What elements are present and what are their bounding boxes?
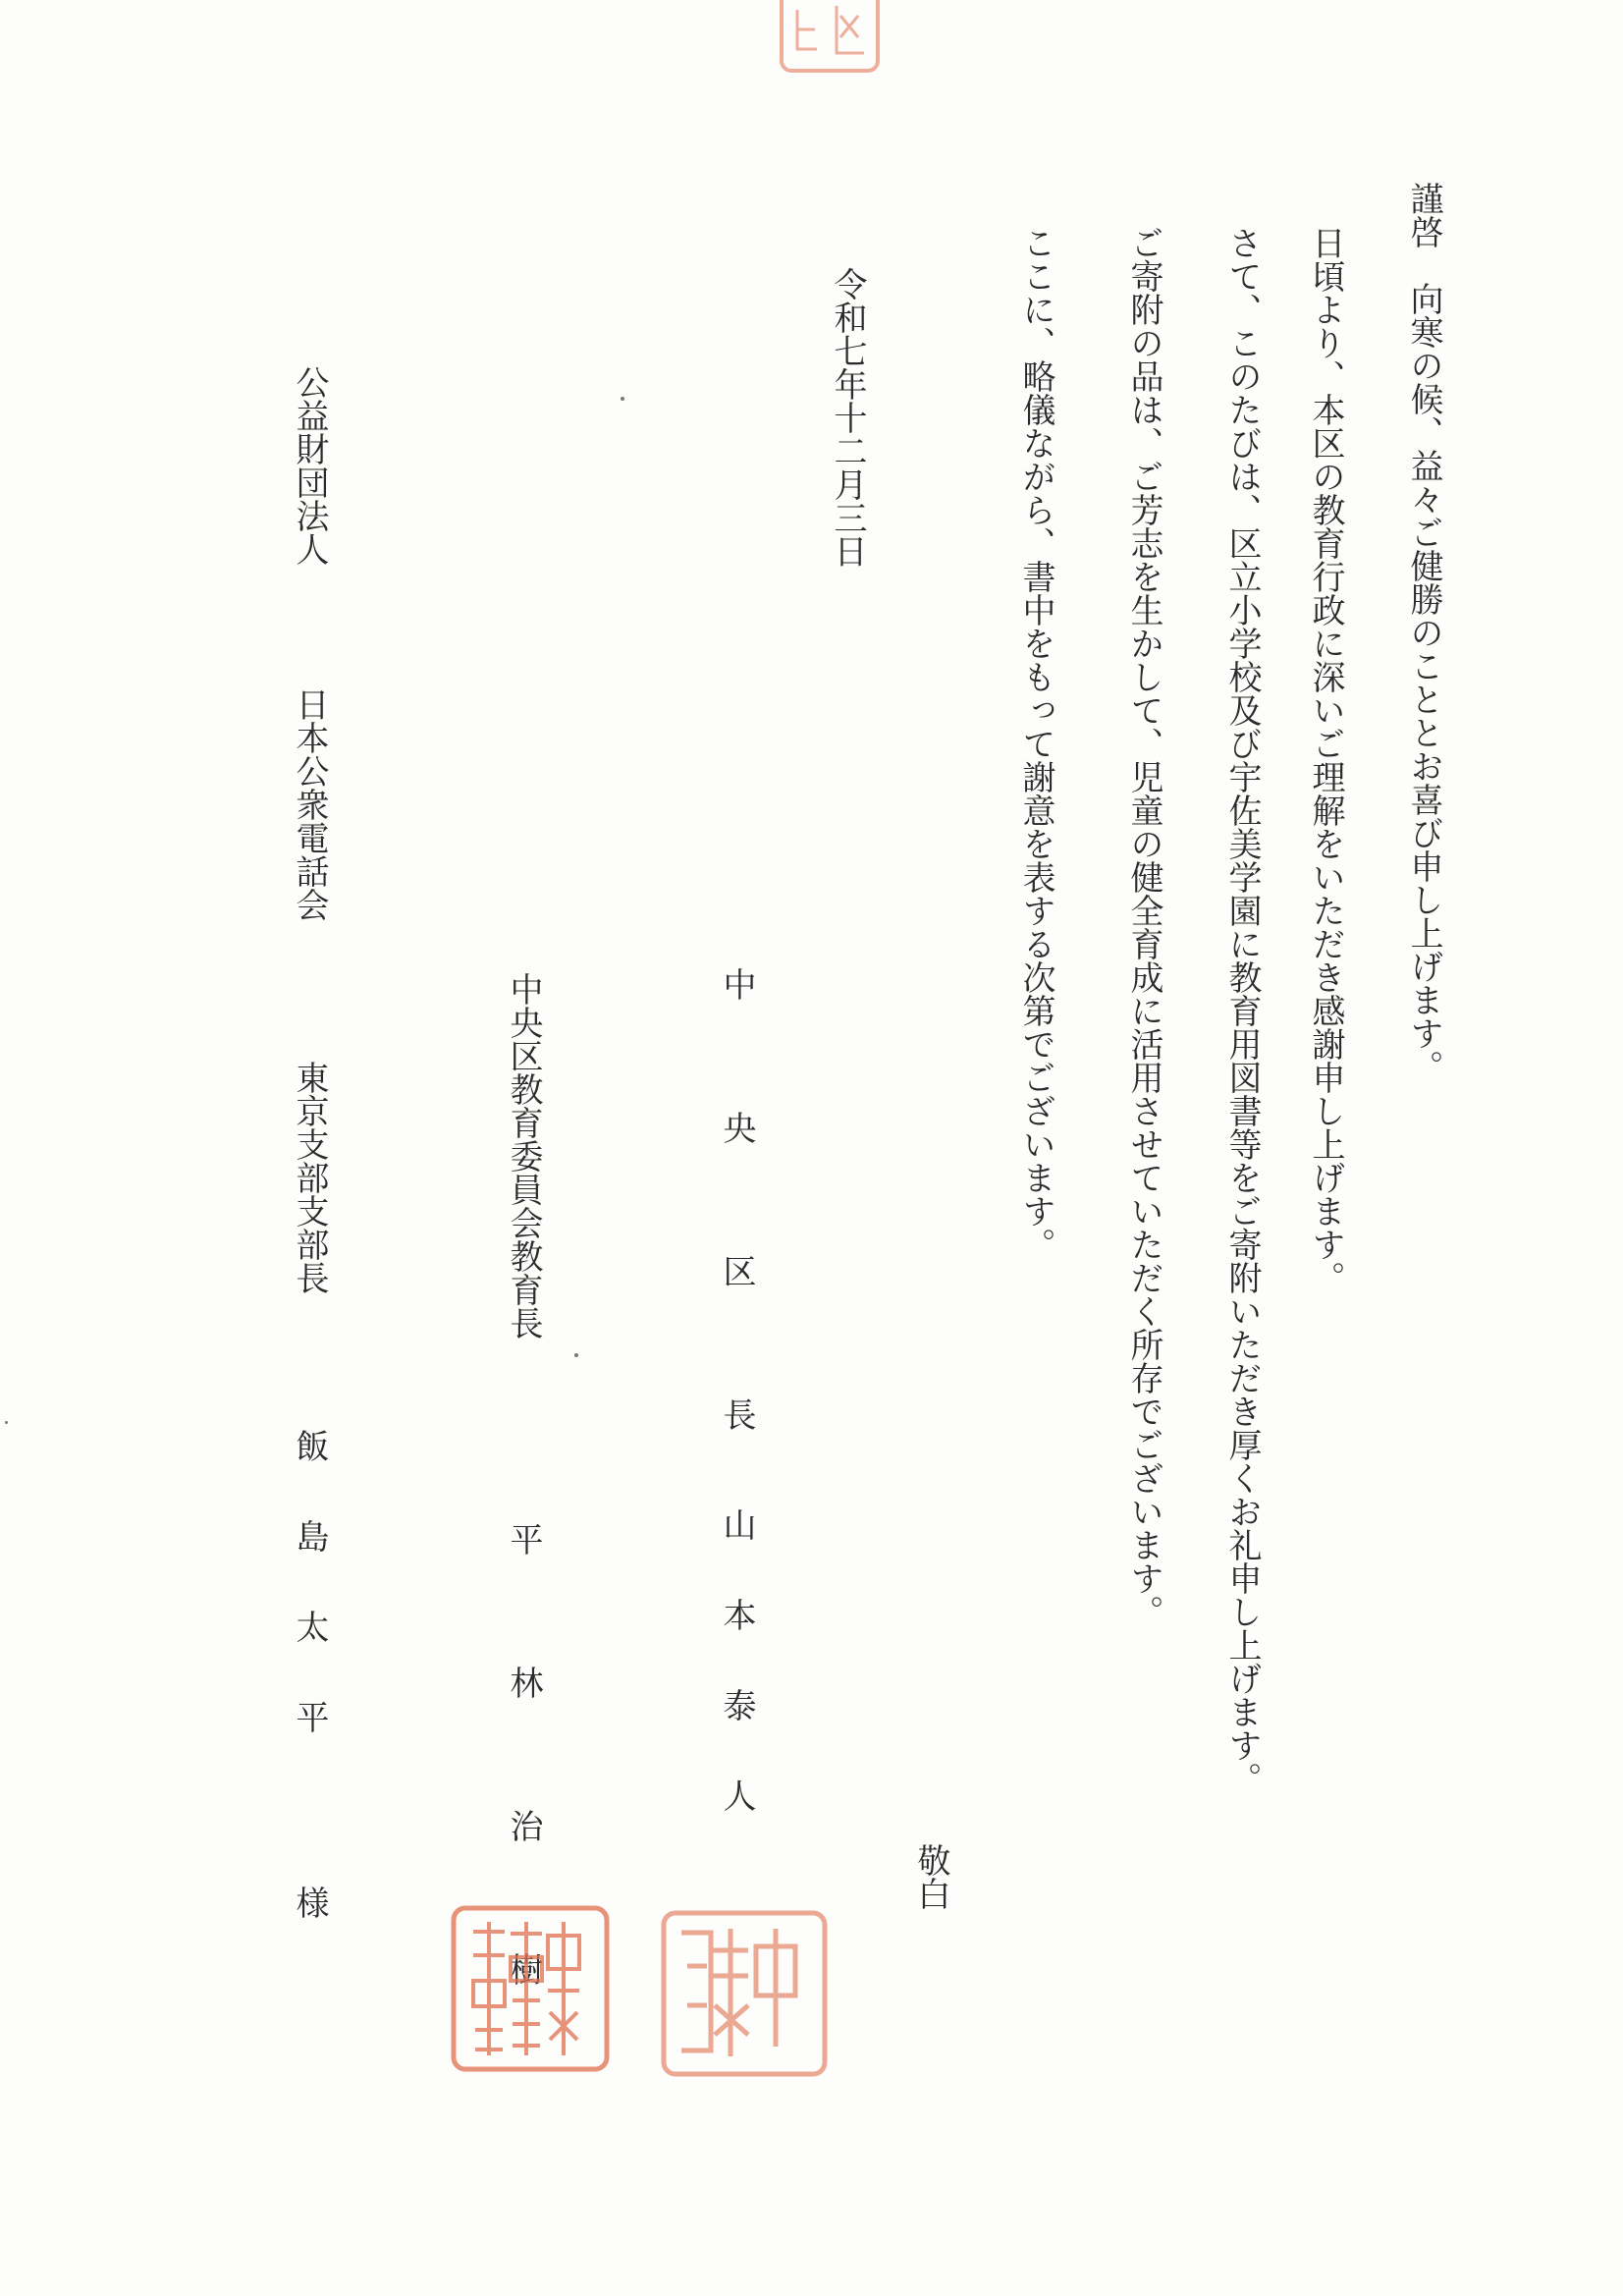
body-line-4: ここに、略儀ながら、書中をもって謝意を表する次第でございます。 xyxy=(1016,226,1055,1261)
recipient-honorific: 様 xyxy=(290,1886,329,1919)
sender-1-name: 山本泰人 xyxy=(717,1507,756,1869)
body-line-3: ご寄附の品は、ご芳志を生かして、児童の健全育成に活用させていただく所存でございます。 xyxy=(1124,226,1163,1628)
scan-speck xyxy=(5,1421,8,1424)
sender-2-name: 平林治樹 xyxy=(504,1522,543,2096)
body-line-1: 日頃より、本区の教育行政に深いご理解をいただき感謝申し上げます。 xyxy=(1306,226,1345,1294)
scan-speck xyxy=(621,397,624,401)
recipient-association: 日本公衆電話会 xyxy=(290,687,329,921)
sender-2-title: 中央区教育委員会教育長 xyxy=(504,972,543,1339)
greeting-line: 謹啓 向寒の候、益々ご健勝のこととお喜び申し上げます。 xyxy=(1404,182,1443,1083)
education-seal xyxy=(448,1902,613,2075)
scan-speck xyxy=(574,1353,578,1357)
sender-1-title: 中央区長 xyxy=(717,967,756,1541)
mayor-seal xyxy=(658,1907,831,2080)
letter-date: 令和七年十二月三日 xyxy=(828,267,867,568)
top-partial-seal xyxy=(778,0,882,75)
closing-text: 敬白 xyxy=(911,1843,950,1910)
recipient-branch-title: 東京支部支部長 xyxy=(290,1061,329,1294)
recipient-name: 飯島太平 xyxy=(290,1429,329,1790)
body-line-2: さて、このたびは、区立小学校及び宇佐美学園に教育用図書等をご寄附いただき厚くお礼申し上げます。 xyxy=(1222,226,1262,1795)
recipient-organization: 公益財団法人 xyxy=(290,365,329,566)
